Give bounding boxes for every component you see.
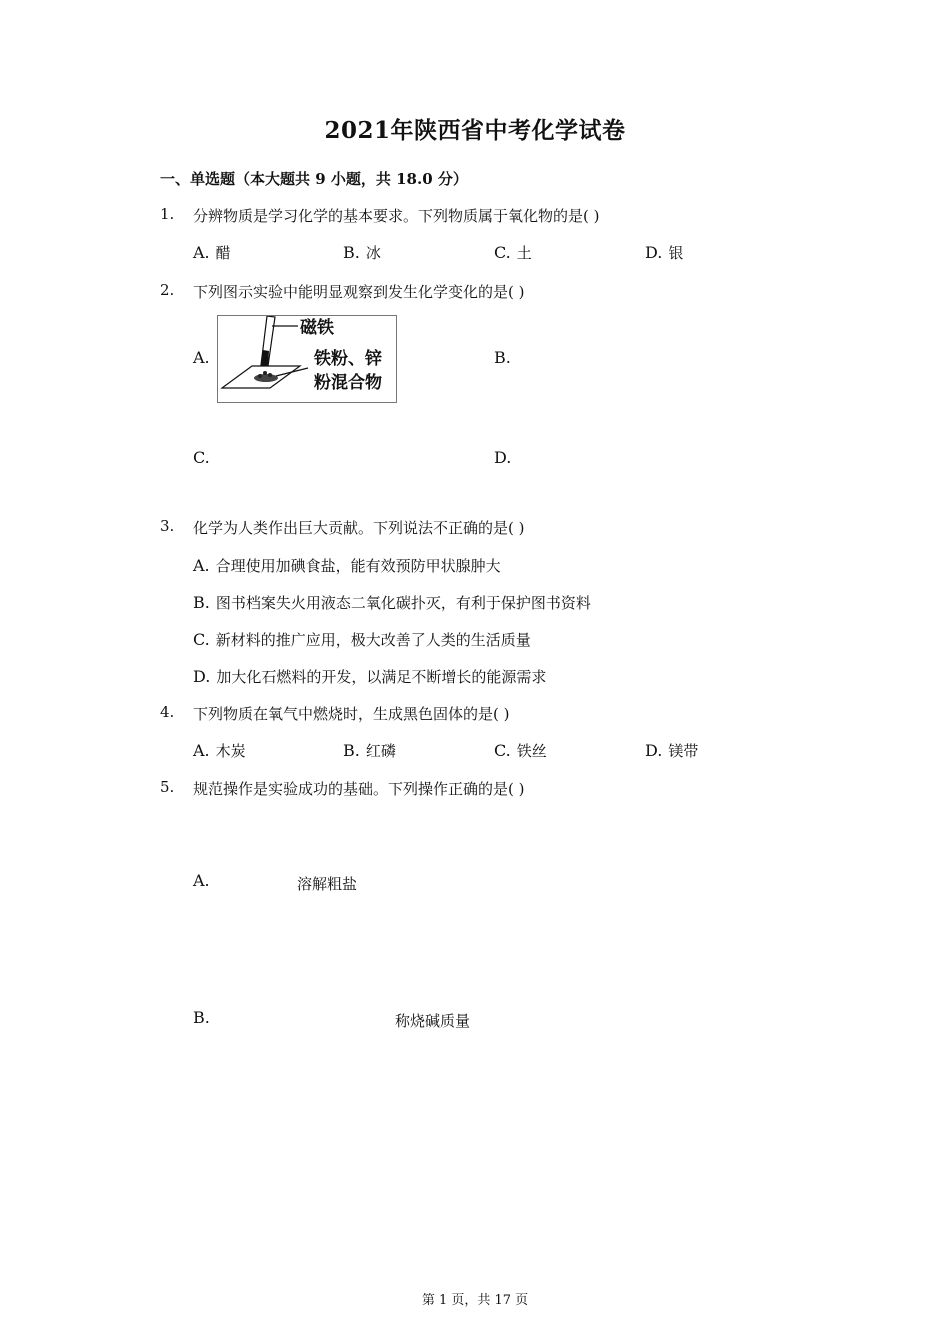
question-1-text: 分辨物质是学习化学的基本要求。下列物质属于氧化物的是( ) xyxy=(193,207,600,225)
question-1-option-d xyxy=(645,242,683,263)
powder-grain xyxy=(268,373,272,377)
option-label: D. xyxy=(193,667,211,686)
mixture-label-line2: 粉混合物 xyxy=(314,373,382,393)
option-label: C. xyxy=(193,630,210,649)
option-text: 铁丝 xyxy=(516,742,547,760)
powder-grain xyxy=(258,374,262,378)
option-label: A. xyxy=(193,871,210,890)
option-text: 合理使用加碘食盐，能有效预防甲状腺肿大 xyxy=(215,557,501,575)
question-5-option-a-label xyxy=(193,871,216,890)
option-label: B. xyxy=(193,593,210,612)
section-heading: 一、单选题（本大题共 9 小题，共 18.0 分） xyxy=(160,170,468,188)
option-label: D. xyxy=(494,448,512,467)
question-3-number: 3. xyxy=(160,517,175,535)
question-3-option-b xyxy=(193,592,591,613)
option-label: B. xyxy=(343,741,360,760)
option-label: C. xyxy=(494,741,511,760)
question-2-option-d xyxy=(494,448,517,467)
question-2-option-b xyxy=(494,348,517,367)
option-label: C. xyxy=(494,243,511,262)
page-footer: 第 1 页，共 17 页 xyxy=(421,1293,529,1308)
question-3-option-a xyxy=(193,555,501,576)
powder-grain xyxy=(263,371,267,375)
question-5-option-b-label xyxy=(193,1008,216,1027)
option-text: 冰 xyxy=(365,244,381,262)
magnet-experiment-drawing xyxy=(218,316,396,402)
option-label: D. xyxy=(645,243,663,262)
question-2-option-a xyxy=(193,348,216,367)
question-5-option-a-caption: 溶解粗盐 xyxy=(297,875,358,893)
option-label: B. xyxy=(193,1008,210,1027)
option-label: C. xyxy=(193,448,210,467)
question-5-option-b-caption: 称烧碱质量 xyxy=(395,1012,471,1030)
option-label: A. xyxy=(193,243,210,262)
option-text: 银 xyxy=(668,244,684,262)
question-2-option-c xyxy=(193,448,216,467)
question-2-number: 2. xyxy=(160,281,175,299)
question-4-text: 下列物质在氧气中燃烧时，生成黑色固体的是( ) xyxy=(193,705,510,723)
question-5-number: 5. xyxy=(160,778,175,796)
option-text: 土 xyxy=(516,244,532,262)
question-1-option-c xyxy=(494,242,532,263)
magnet-experiment-figure xyxy=(217,315,397,403)
question-1-option-a xyxy=(193,242,231,263)
option-label: B. xyxy=(343,243,360,262)
option-text: 木炭 xyxy=(215,742,246,760)
option-label: B. xyxy=(494,348,511,367)
powder-heap xyxy=(254,374,278,382)
question-3-option-d xyxy=(193,666,546,687)
question-4-option-b xyxy=(343,740,396,761)
option-label: A. xyxy=(193,741,210,760)
option-label: A. xyxy=(193,556,210,575)
question-4-option-d xyxy=(645,740,698,761)
question-1-option-b xyxy=(343,242,381,263)
question-4-option-c xyxy=(494,740,547,761)
option-text: 新材料的推广应用，极大改善了人类的生活质量 xyxy=(215,631,531,649)
option-text: 图书档案失火用液态二氧化碳扑灭，有利于保护图书资料 xyxy=(215,594,591,612)
magnet-label: 磁铁 xyxy=(300,318,334,338)
option-text: 红磷 xyxy=(365,742,396,760)
option-text: 加大化石燃料的开发，以满足不断增长的能源需求 xyxy=(216,668,547,686)
page-title: 2021年陕西省中考化学试卷 xyxy=(324,117,626,144)
question-4-number: 4. xyxy=(160,703,175,721)
question-1-number: 1. xyxy=(160,205,175,223)
question-5-text: 规范操作是实验成功的基础。下列操作正确的是( ) xyxy=(193,780,525,798)
question-3-option-c xyxy=(193,629,531,650)
option-text: 镁带 xyxy=(668,742,699,760)
question-4-option-a xyxy=(193,740,246,761)
option-text: 醋 xyxy=(215,244,231,262)
option-label: D. xyxy=(645,741,663,760)
mixture-leader-line xyxy=(276,368,308,376)
question-2-text: 下列图示实验中能明显观察到发生化学变化的是( ) xyxy=(193,283,525,301)
question-3-text: 化学为人类作出巨大贡献。下列说法不正确的是( ) xyxy=(193,519,525,537)
mixture-label-line1: 铁粉、锌 xyxy=(314,349,382,369)
option-label: A. xyxy=(193,348,210,367)
